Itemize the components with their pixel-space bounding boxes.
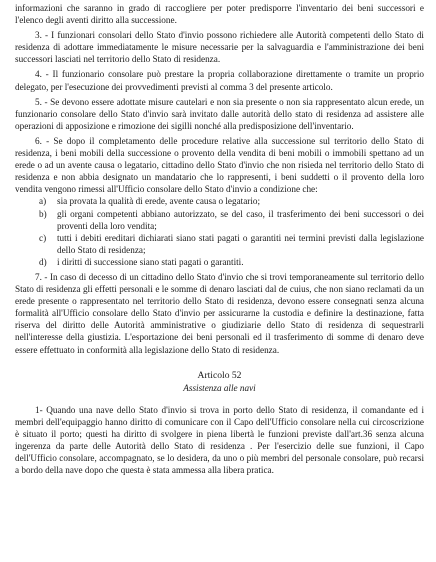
article-title: Articolo 52 bbox=[197, 369, 242, 381]
paragraph-3: 3. - I funzionari consolari dello Stato d'invio possono richiedere alle Autorità competenti dello Stato di residenza di adottare immediatamente le misure necessarie per la salvaguardia e l'amministrazione dei beni successori lasciati nel territorio dello Stato di residenza. bbox=[15, 30, 424, 65]
condition-item-d: d) i diritti di successione siano stati pagati o garantiti. bbox=[39, 256, 244, 267]
condition-item-a: a) sia provata la qualità di erede, avente causa o legatario; bbox=[39, 196, 261, 207]
condition-item-b: b) gli organi competenti abbiano autorizzato, se del caso, il trasferimento dei beni successori o dei proventi della loro vendita; bbox=[39, 208, 424, 231]
paragraph-5: 5. - Se devono essere adottate misure cautelari e non sia presente o non sia rappresentato alcun erede, un funzionario consolare dello Stato d'invio sarà invitato dalle autorità dello stato di residenza ad assistere alle operazioni di apposizione e rimozione dei sigilli nonché alla predisposizione dell'inventario. bbox=[15, 96, 424, 131]
article-subtitle: Assistenza alle navi bbox=[183, 382, 256, 393]
conditions-list bbox=[15, 195, 424, 268]
paragraph-6: 6. - Se dopo il completamento delle procedure relative alla successione sul territorio dello Stato di residenza, i beni mobili della successione o provento della vendita di beni mobili o immobili spettano ad un erede o ad un avente causa o legatario, cittadino dello Stato d'invio che non risieda nel territorio dello Stato di residenza e non abbia designato un mandatario che lo rappresenti, i beni suddetti o il provento della loro vendita vengono rimessi all'Ufficio consolare dello Stato d'invio a condizione che: bbox=[15, 135, 424, 195]
condition-item-c: c) tutti i debiti ereditari dichiarati siano stati pagati o garantiti nei termini previsti dalla legislazione dello Stato di residenza; bbox=[39, 232, 424, 255]
paragraph-2-continuation: informazioni che saranno in grado di raccogliere per poter predisporre l'inventario dei beni successori e l'elenco degli aventi diritto alla successione. bbox=[15, 3, 424, 26]
article-52-paragraph-1: 1- Quando una nave dello Stato d'invio si trova in porto dello Stato di residenza, il comandante ed i membri dell'equipaggio hanno diritto di comunicare con il Capo dell'Ufficio consolare nella cui circoscrizione è situato il porto; questi ha diritto di svolgere in piena libertà le funzioni previste dall'art.36 senza alcuna ingerenza da parte delle Autorità dello Stato di residenza . Per l'esercizio delle sue funzioni, il Capo dell'Ufficio consolare, accompagnato, se lo desidera, da uno o più membri del personale consolare, può recarsi a bordo della nave dopo che questa è stata ammessa alla libera pratica. bbox=[15, 404, 424, 476]
paragraph-7: 7. - In caso di decesso di un cittadino dello Stato d'invio che si trovi temporaneamente sul territorio dello Stato di residenza gli effetti personali e le somme di denaro lasciati dal de cuius, che non siano reclamati da un erede presente o rappresentato nel territorio dello Stato di residenza, devono essere consegnati senza alcuna formalità all'Ufficio consolare dello Stato d'invio per assicurarne la custodia e definire la destinazione, fatta riserva del diritto delle Autorità amministrative o giudiziarie dello Stato di residenza di sequestrarli nell'interesse della giustizia. L'esportazione dei beni personali ed il trasferimento di somme di denaro deve essere effettuato in conformità alla legislazione dello Stato di residenza. bbox=[15, 271, 424, 355]
paragraph-4: 4. - Il funzionario consolare può prestare la propria collaborazione direttamente o tramite un proprio delegato, per l'esecuzione dei provvedimenti previsti al comma 3 del presente articolo. bbox=[15, 69, 424, 92]
